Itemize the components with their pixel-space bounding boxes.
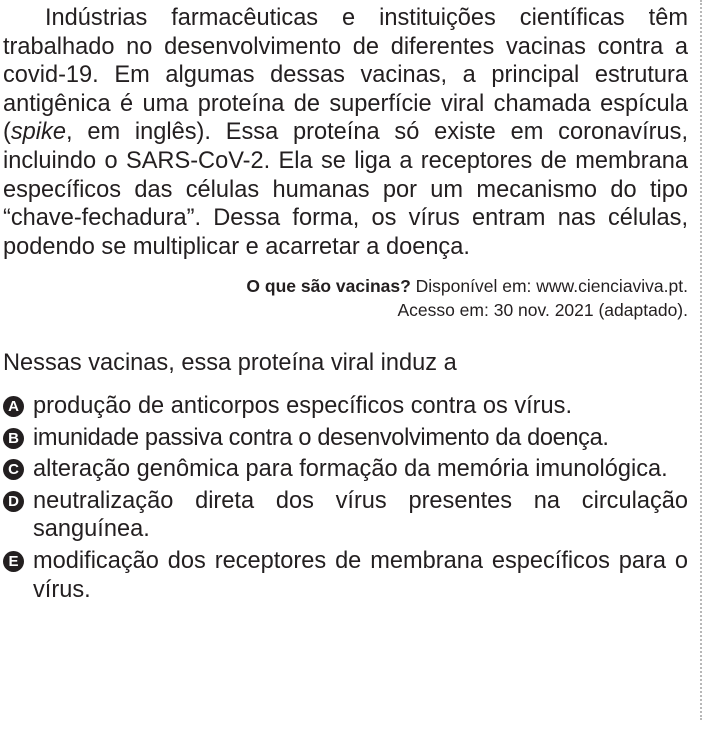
question-prompt: Nessas vacinas, essa proteína viral induz a: [3, 350, 457, 377]
option-e-text: modificação dos receptores de membrana específicos para o vírus.: [33, 547, 688, 603]
option-a-letter-badge: A: [3, 396, 24, 417]
answer-options: [3, 392, 688, 604]
option-d[interactable]: [3, 487, 688, 544]
option-a[interactable]: [3, 392, 688, 421]
source-availability: Disponível em: www.cienciaviva.pt.: [410, 276, 688, 297]
source-line-1: [3, 274, 688, 298]
option-d-text: neutralização direta dos vírus presentes na circulação sanguínea.: [33, 487, 688, 543]
option-e-letter-badge: E: [3, 551, 24, 572]
passage-italic-term: spike: [10, 119, 66, 146]
option-c-letter-badge: C: [3, 459, 24, 480]
option-e[interactable]: [3, 547, 688, 604]
option-c[interactable]: [3, 455, 688, 484]
page-edge-divider: [698, 0, 702, 720]
source-line-2: Acesso em: 30 nov. 2021 (adaptado).: [397, 300, 688, 321]
option-a-text: produção de anticorpos específicos contra os vírus.: [33, 392, 573, 419]
question-page: [3, 4, 688, 620]
passage-part-1: Indústrias farmacêuticas e instituições científicas têm trabalhado no desenvolvimento de diferentes vacinas contra a covid-19. Em algumas dessas vacinas, a principal estrutura antigênica é uma proteína de superfície viral chamada espícula (: [3, 5, 688, 146]
passage-part-2: , em inglês). Essa proteína só existe em coronavírus, incluindo o SARS-CoV-2. Ela se liga a receptores de membrana específicos das células humanas por um mecanismo do tipo “chave-fechadura”. Dessa forma, os vírus entram nas células, podendo se multiplicar e acarretar a doença.: [3, 119, 688, 260]
option-b-letter-badge: B: [3, 428, 24, 449]
option-c-text: alteração genômica para formação da memória imunológica.: [33, 456, 668, 483]
source-citation: [3, 274, 688, 322]
option-d-letter-badge: D: [3, 491, 24, 512]
option-b[interactable]: [3, 424, 688, 453]
passage-text: [3, 4, 688, 261]
source-title: O que são vacinas?: [246, 276, 411, 297]
option-b-text: imunidade passiva contra o desenvolvimento da doença.: [33, 424, 609, 451]
